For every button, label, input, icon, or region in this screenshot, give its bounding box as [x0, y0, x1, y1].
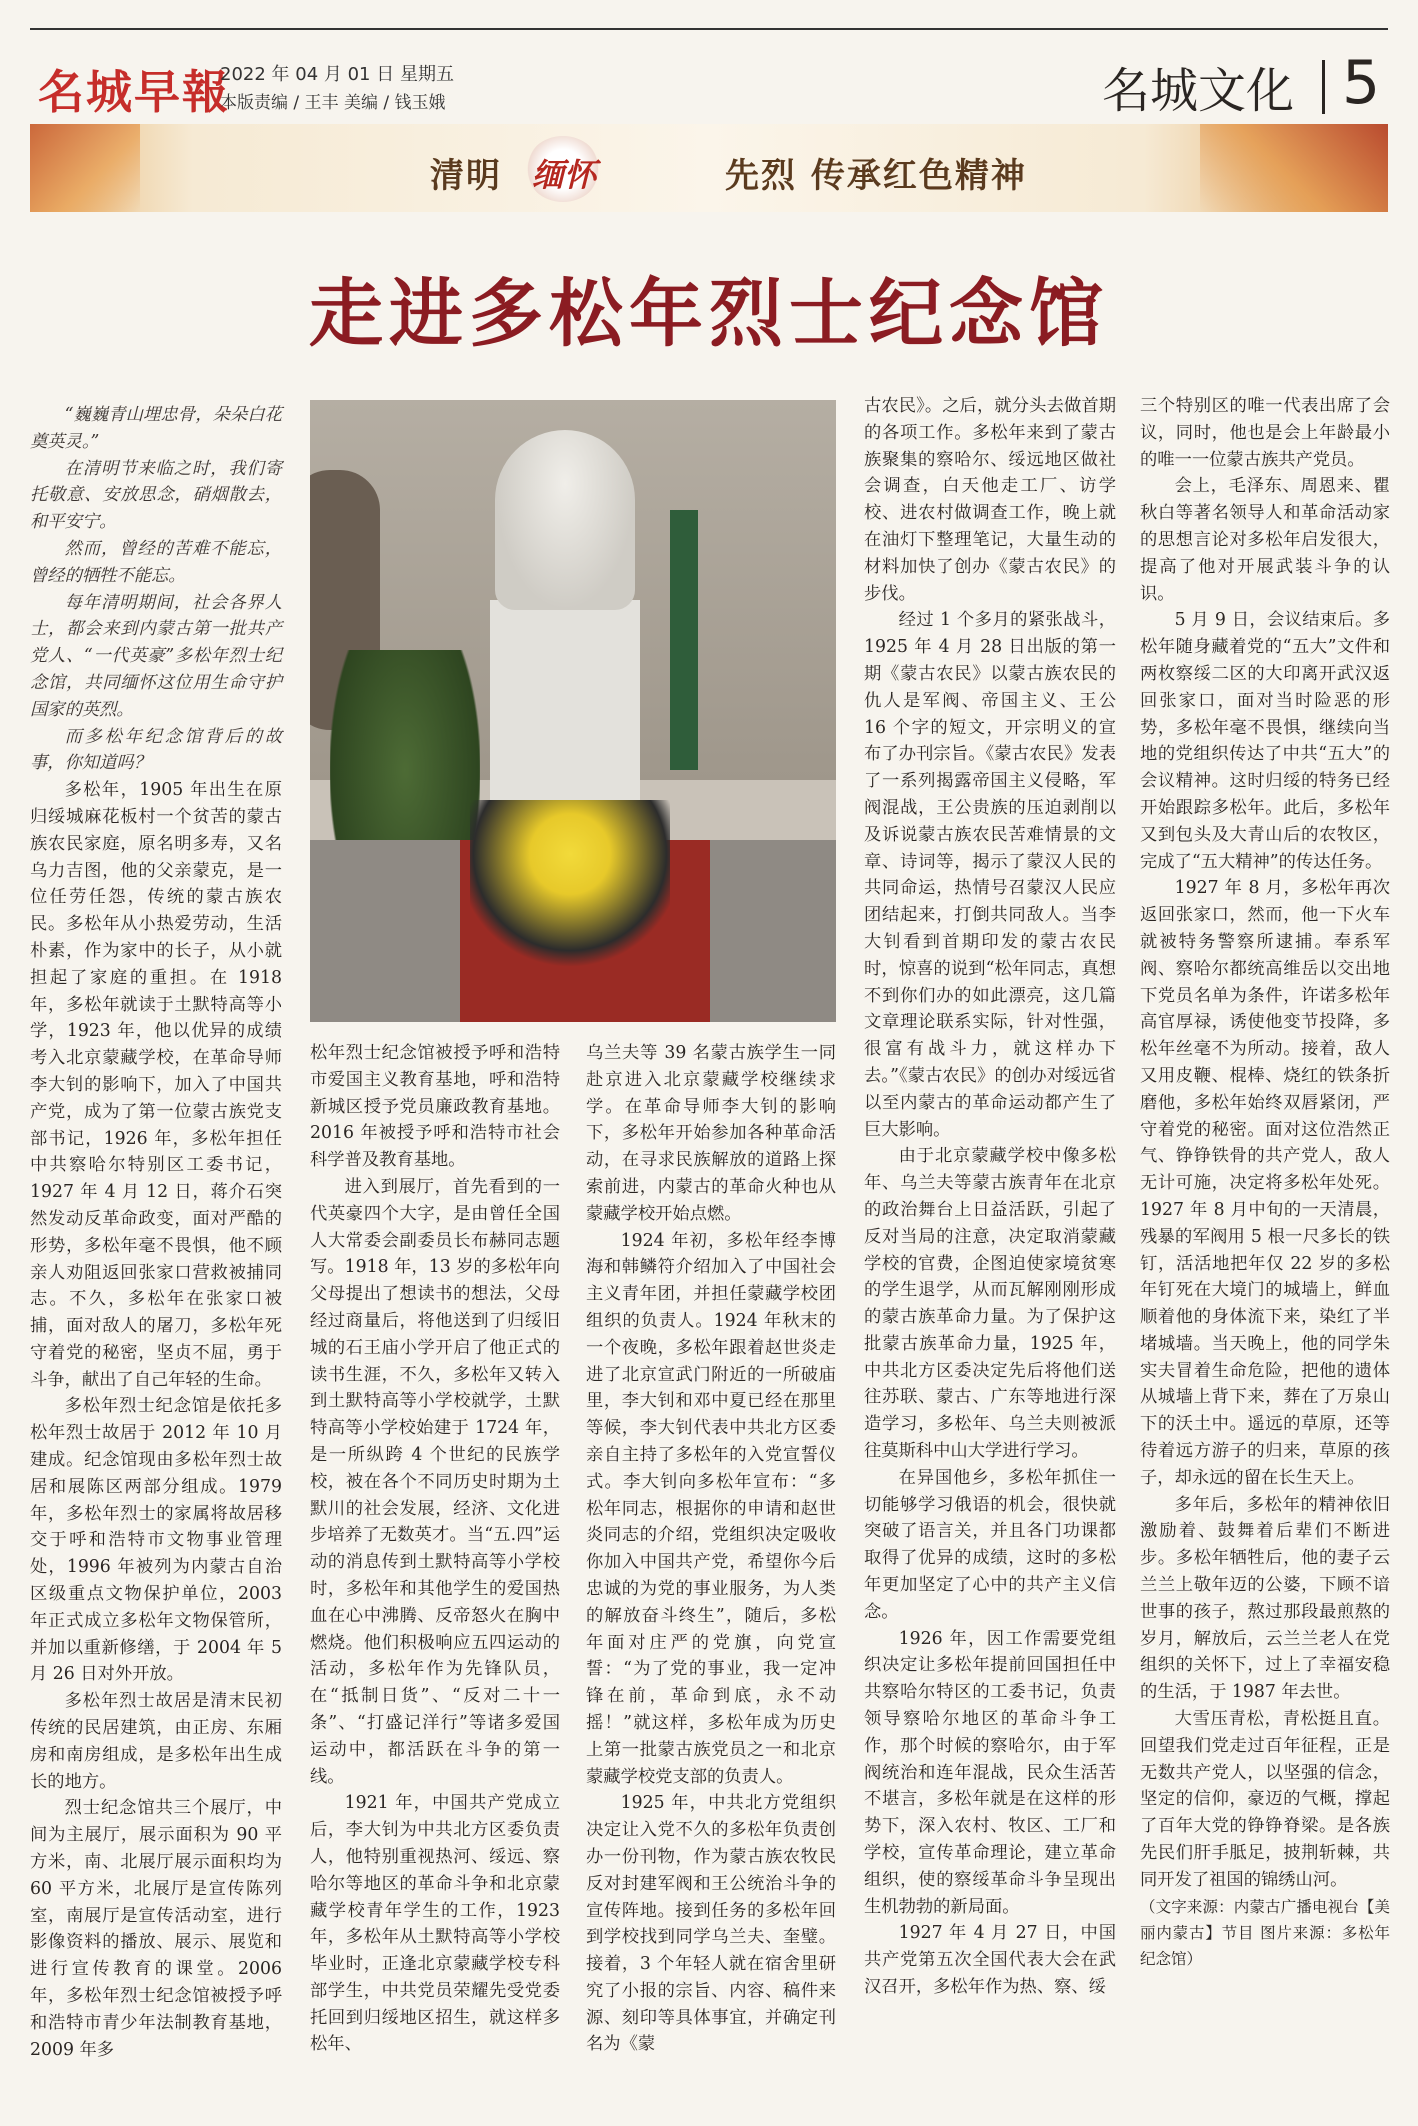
body-paragraph: 5 月 9 日，会议结束后。多松年随身藏着党的“五大”文件和两枚察绥二区的大印离开武汉返回张家口，面对当时险恶的形势，多松年毫不畏惧，继续向当地的党组织传达了中共“五大”的会议精神。这时归绥的特务已经开始跟踪多松年。此后，多松年又到包头及大青山后的农牧区，完成了“五大精神”的传达任务。 — [1140, 610, 1390, 872]
banner-seal — [526, 136, 600, 202]
text-column-4 — [864, 393, 1116, 2001]
body-paragraph: 经过 1 个多月的紧张战斗，1925 年 4 月 28 日出版的第一期《蒙古农民》以蒙古族农民的仇人是军阀、帝国主义、王公 16 个字的短文，开宗明义的宣布了办刊宗旨。《蒙古农民》发表了一系列揭露帝国主义侵略，军阀混战，王公贵族的压迫剥削以及诉说蒙古族农民苦难情景的文章、诗词等，揭示了蒙汉人民的共同命运，热情号召蒙汉人民应团结起来，打倒共同敌人。当李大钊看到首期印发的蒙古农民时，惊喜的说到“松年同志，真想不到你们办的如此漂亮，这几篇文章理论联系实际，针对性强，很富有战斗力，就这样办下去。”《蒙古农民》的创办对绥远省以至内蒙古的革命运动都产生了巨大影响。 — [864, 610, 1116, 1140]
lead-paragraph: 每年清明期间，社会各界人士，都会来到内蒙古第一批共产党人、“一代英豪”多松年烈士纪念馆，共同缅怀这位用生命守护国家的英烈。 — [30, 592, 282, 720]
editors-line: 本版责编 / 王丰 美编 / 钱玉娥 — [220, 93, 446, 113]
text-column-5 — [1140, 393, 1390, 1972]
lead-paragraph: 然而，曾经的苦难不能忘，曾经的牺牲不能忘。 — [30, 538, 282, 586]
body-paragraph: 1924 年初，多松年经李博海和韩鳞符介绍加入了中国社会主义青年团，并担任蒙藏学校团组织的负责人。1924 年秋末的一个夜晚，多松年跟着赵世炎走进了北京宣武门附近的一所破庙里，李大钊和邓中夏已经在那里等候，李大钊代表中共北方区委亲自主持了多松年的入党宣誓仪式。李大钊向多松年宣布：“多松年同志，根据你的申请和赵世炎同志的介绍，党组织决定吸收你加入中国共产党，希望你今后忠诚的为党的事业服务，为人类的解放奋斗终生”，随后，多松年面对庄严的党旗，向党宣誓：“为了党的事业，我一定冲锋在前，革命到底，永不动摇！”就这样，多松年成为历史上第一批蒙古族党员之一和北京蒙藏学校党支部的负责人。 — [586, 1230, 836, 1787]
body-paragraph: 多松年烈士故居是清末民初传统的民居建筑，由正房、东厢房和南房组成，是多松年出生成长的地方。 — [30, 1691, 282, 1792]
body-paragraph: 松年烈士纪念馆被授予呼和浩特市爱国主义教育基地，呼和浩特新城区授予党员廉政教育基地。2016 年被授予呼和浩特市社会科学普及教育基地。 — [310, 1043, 560, 1171]
body-paragraph: 多松年烈士纪念馆是依托多松年烈士故居于 2012 年 10 月建成。纪念馆现由多松年烈士故居和展陈区两部分组成。1979 年，多松年烈士的家属将故居移交于呼和浩特市文物事业管理处，1996 年被列为内蒙古自治区级重点文物保护单位，2003 年正式成立多松年文物保管所，并加以重新修缮，于 2004 年 5 月 26 日对外开放。 — [30, 1396, 282, 1685]
body-paragraph: 在异国他乡，多松年抓住一切能够学习俄语的机会，很快就突破了语言关，并且各门功课都取得了优异的成绩，这时的多松年更加坚定了心中的共产主义信念。 — [864, 1467, 1116, 1622]
body-paragraph: 乌兰夫等 39 名蒙古族学生一同赴京进入北京蒙藏学校继续求学。在革命导师李大钊的影响下，多松年开始参加各种革命活动，在寻求民族解放的道路上探索前进，内蒙古的革命火种也从蒙藏学校开始点燃。 — [586, 1043, 836, 1224]
body-paragraph: 1925 年，中共北方党组织决定让入党不久的多松年负责创办一份刊物，作为蒙古族农牧民反对封建军阀和王公统治斗争的宣传阵地。接到任务的多松年回到学校找到同学乌兰夫、奎璧。接着，3 个年轻人就在宿舍里研究了小报的宗旨、内容、稿件来源、刻印等具体事宜，并确定刊名为《蒙 — [586, 1793, 836, 2055]
body-paragraph: 1926 年，因工作需要党组织决定让多松年提前回国担任中共察哈尔特区的工委书记，负责领导察哈尔地区的革命斗争工作，那个时候的察哈尔，由于军阀统治和连年混战，民众生活苦不堪言，多松年就是在这样的形势下，深入农村、牧区、工厂和学校，宣传革命理论，建立革命组织，使的察绥革命斗争呈现出生机勃勃的新局面。 — [864, 1628, 1116, 1917]
body-paragraph: 多年后，多松年的精神依旧激励着、鼓舞着后辈们不断进步。多松年牺牲后，他的妻子云兰兰上敬年迈的公婆，下顾不谙世事的孩子，熬过那段最煎熬的岁月，解放后，云兰兰老人在党组织的关怀下，过上了幸福安稳的生活，于 1987 年去世。 — [1140, 1494, 1390, 1703]
lead-paragraph: 而多松年纪念馆背后的故事，你知道吗？ — [30, 726, 282, 774]
article-headline: 走进多松年烈士纪念馆 — [309, 271, 1109, 357]
banner-decoration-right — [1200, 124, 1388, 212]
banner-decoration-left — [30, 124, 140, 212]
body-paragraph: 会上，毛泽东、周恩来、瞿秋白等著名领导人和革命活动家的思想言论对多松年启发很大，提高了他对开展武装斗争的认识。 — [1140, 476, 1390, 604]
theme-banner — [30, 124, 1388, 212]
lead-paragraph: 在清明节来临之时，我们寄托敬意、安放思念，硝烟散去，和平安宁。 — [30, 458, 282, 533]
lead-paragraph: “巍巍青山埋忠骨，朵朵白花奠英灵。” — [30, 405, 282, 452]
page-number: 5 — [1342, 48, 1381, 118]
date-line: 2022 年 04 月 01 日 星期五 — [220, 64, 454, 85]
section-divider — [1322, 60, 1325, 114]
body-paragraph: 大雪压青松，青松挺且直。回望我们党走过百年征程，正是无数共产党人，以坚强的信念，坚定的信仰，豪迈的气概，撑起了百年大党的铮铮脊梁。是各族先民们肝手胝足，披荆斩棘，共同开发了祖国的锦绣山河。 — [1140, 1709, 1390, 1890]
body-paragraph: 由于北京蒙藏学校中像多松年、乌兰夫等蒙古族青年在北京的政治舞台上日益活跃，引起了反对当局的注意，决定取消蒙藏学校的官费，企图迫使家境贫寒的学生退学，从而瓦解刚刚形成的蒙古族革命力量。为了保护这批蒙古族革命力量，1925 年，中共北方区委决定先后将他们送往苏联、蒙古、广东等地进行深造学习，多松年、乌兰夫则被派往莫斯科中山大学进行学习。 — [864, 1146, 1116, 1462]
body-paragraph: 1927 年 8 月，多松年再次返回张家口，然而，他一下火车就被特务警察所逮捕。奉系军阀、察哈尔都统高维岳以交出地下党员名单为条件，许诺多松年高官厚禄，诱使他变节投降，多松年丝毫不为所动。接着，敌人又用皮鞭、棍棒、烧红的铁条折磨他，多松年始终双唇紧闭，严守着党的秘密。面对这位浩然正气、铮铮铁骨的共产党人，敌人无计可施，决定将多松年处死。1927 年 8 月中旬的一天清晨，残暴的军阀用 5 根一尺多长的铁钉，活活地把年仅 22 岁的多松年钉死在大境门的城墙上，鲜血顺着他的身体流下来，染红了半堵城墙。当天晚上，他的同学朱实夫冒着生命危险，把他的遗体从城墙上背下来，葬在了万泉山下的沃土中。遥远的草原，还等待着远方游子的归来，草原的孩子，却永远的留在长生天上。 — [1140, 878, 1390, 1488]
newspaper-logo: 名城早報 — [38, 65, 230, 119]
body-paragraph: 进入到展厅，首先看到的一代英豪四个大字，是由曾任全国人大常委会副委员长布赫同志题写。1918 年，13 岁的多松年向父母提出了想读书的想法，父母经过商量后，将他送到了归绥旧城的石王庙小学开启了他正式的读书生涯，不久，多松年又转入到土默特高等小学校就学，土默特高等小学校始建于 1724 年，是一所纵跨 4 个世纪的民族学校，被在各个不同历史时期为土默川的社会发展，经济、文化进步培养了无数英才。当“五.四”运动的消息传到土默特高等小学校时，多松年和其他学生的爱国热血在心中沸腾、反帝怒火在胸中燃烧。他们积极响应五四运动的活动，多松年作为先锋队员，在“抵制日货”、“反对二十一条”、“打盛记洋行”等诸多爱国运动中，都活跃在斗争的第一线。 — [310, 1176, 560, 1787]
section-name: 名城文化 — [1102, 63, 1295, 119]
body-paragraph: 古农民》。之后，就分头去做首期的各项工作。多松年来到了蒙古族聚集的察哈尔、绥远地区做社会调查，白天他走工厂、访学校、进农村做调查工作，晚上就在油灯下整理笔记，大量生动的材料加快了创办《蒙古农民》的步伐。 — [864, 396, 1116, 604]
banner-text-right: 先烈 传承红色精神 — [725, 156, 1027, 196]
banner-seal-text: 缅怀 — [532, 156, 597, 194]
body-paragraph: 三个特别区的唯一代表出席了会议，同时，他也是会上年龄最小的唯一一位蒙古族共产党员。 — [1140, 396, 1390, 470]
banner-text-left: 清明 — [430, 156, 502, 196]
memorial-photo — [310, 400, 836, 1022]
text-column-2 — [310, 1040, 560, 2058]
body-paragraph: 1921 年，中国共产党成立后，李大钊为中共北方区委负责人，他特别重视热河、绥远、察哈尔等地区的革命斗争和北京蒙藏学校青年学生的工作，1923 年，多松年从土默特高等小学校毕业时，正逢北京蒙藏学校专科部学生，中共党员荣耀先受党委托回到归绥地区招生，就这样多松年、 — [310, 1793, 560, 2055]
source-credit: （文字来源：内蒙古广播电视台【美丽内蒙古】节目 图片来源：多松年纪念馆） — [1140, 1897, 1390, 1968]
text-column-1 — [30, 402, 282, 2063]
top-rule — [30, 28, 1388, 30]
body-paragraph: 多松年，1905 年出生在原归绥城麻花板村一个贫苦的蒙古族农民家庭，原名明多寿，又名乌力吉图，他的父亲蒙克，是一位任劳任怨，传统的蒙古族农民。多松年从小热爱劳动，生活朴素，作为家中的长子，从小就担起了家庭的重担。在 1918 年，多松年就读于土默特高等小学，1923 年，他以优异的成绩考入北京蒙藏学校，在革命导师李大钊的影响下，加入了中国共产党，成为了第一位蒙古族党支部书记，1926 年，多松年担任中共察哈尔特别区工委书记，1927 年 4 月 12 日，蒋介石突然发动反革命政变，面对严酷的形势，多松年毫不畏惧，他不顾亲人劝阻返回张家口营救被捕同志。不久，多松年在张家口被捕，面对敌人的屠刀，多松年死守着党的秘密，坚贞不屈，勇于斗争，献出了自己年轻的生命。 — [30, 780, 282, 1390]
text-column-3 — [586, 1040, 836, 2058]
body-paragraph: 1927 年 4 月 27 日，中国共产党第五次全国代表大会在武汉召开，多松年作为热、察、绥 — [864, 1923, 1116, 1998]
body-paragraph: 烈士纪念馆共三个展厅，中间为主展厅，展示面积为 90 平方米，南、北展厅展示面积均为 60 平方米，北展厅是宣传陈列室，南展厅是宣传活动室，进行影像资料的播放、展示、展览和进行宣传教育的课堂。2006 年，多松年烈士纪念馆被授予呼和浩特市青少年法制教育基地，2009 年多 — [30, 1798, 282, 2060]
